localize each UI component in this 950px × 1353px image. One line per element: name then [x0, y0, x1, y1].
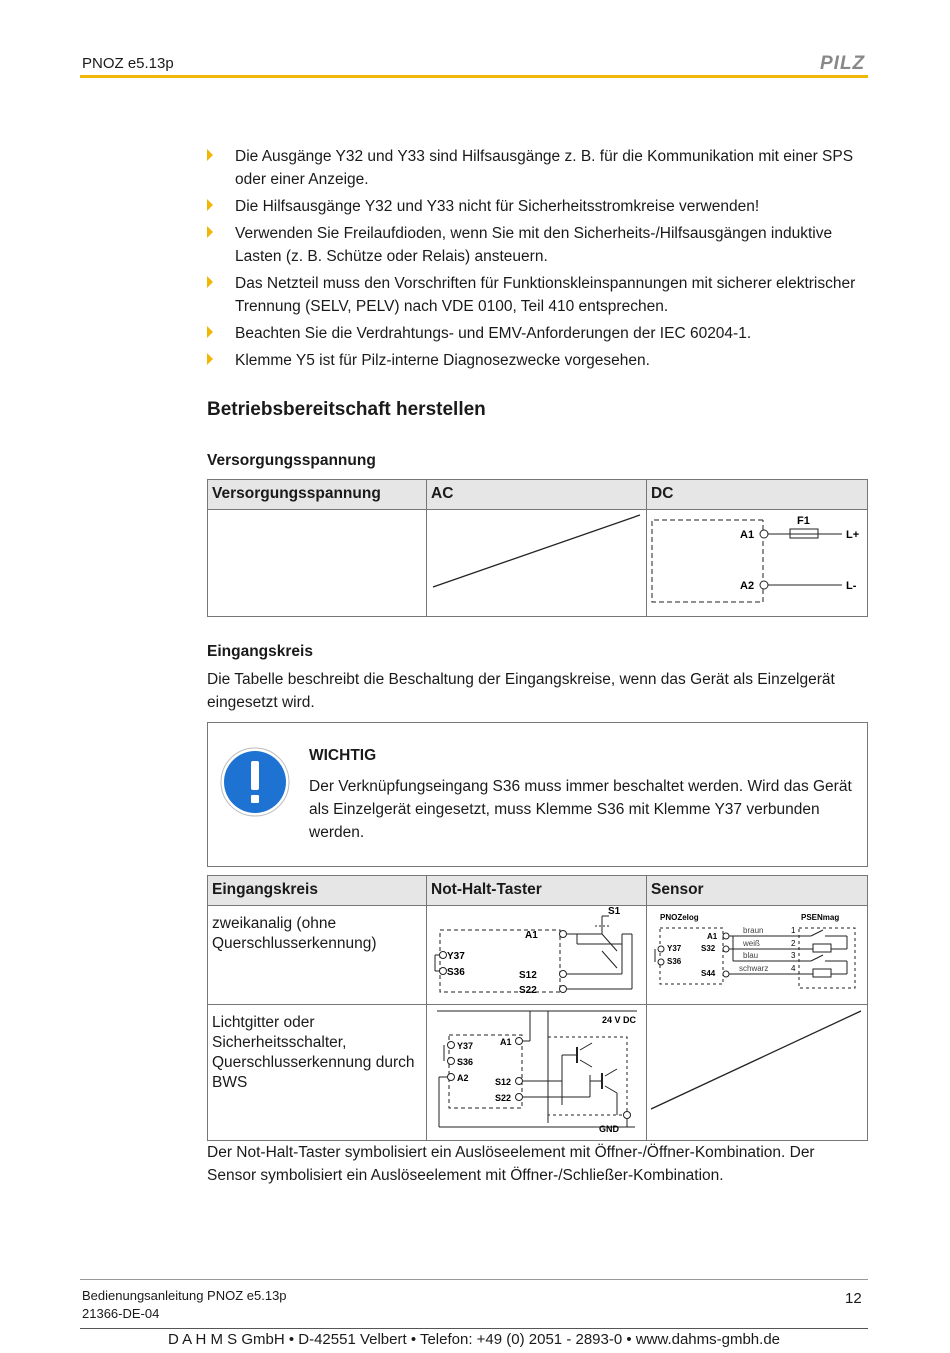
list-item: Die Hilfsausgänge Y32 und Y33 nicht für Sicherheitsstromkreise verwenden! — [207, 195, 872, 218]
svg-text:L-: L- — [846, 580, 857, 592]
sensor-psenmag-diagram — [647, 906, 868, 1005]
light-curtain-diagram — [427, 1005, 647, 1141]
list-item: Klemme Y5 ist für Pilz-interne Diagnosezwecke vorgesehen. — [207, 349, 872, 372]
supply-table — [207, 479, 868, 617]
input-col-header: Eingangskreis — [208, 876, 427, 906]
supply-empty-cell — [208, 510, 427, 617]
svg-text:S12: S12 — [519, 970, 537, 981]
svg-text:S1: S1 — [608, 906, 621, 917]
bullet-arrow-icon — [207, 276, 213, 288]
footer-doc-number: 21366-DE-04 — [82, 1306, 160, 1321]
bullet-arrow-icon — [207, 226, 213, 238]
svg-text:S32: S32 — [701, 944, 716, 953]
notice-text: Der Verknüpfungseingang S36 muss immer beschaltet werden. Wird das Gerät als Einzelgerät eingesetzt, muss Klemme S36 mit Klemme Y37 verbunden werden. — [309, 778, 852, 841]
svg-text:1: 1 — [791, 926, 796, 935]
supply-heading: Versorgungsspannung — [207, 452, 376, 469]
input-heading: Eingangskreis — [207, 643, 313, 660]
svg-text:schwarz: schwarz — [739, 964, 769, 973]
svg-text:A1: A1 — [740, 529, 755, 541]
bullet-arrow-icon — [207, 199, 213, 211]
estop-two-channel-diagram — [427, 906, 647, 1005]
svg-text:S22: S22 — [495, 1093, 512, 1103]
bullet-arrow-icon — [207, 326, 213, 338]
pilz-logo: PILZ — [820, 53, 866, 74]
list-item: Verwenden Sie Freilaufdioden, wenn Sie mit den Sicherheits-/Hilfsausgängen induktive Lasten (z. B. Schütze oder Relais) ansteuern. — [207, 222, 872, 268]
important-notice — [207, 722, 868, 867]
svg-text:braun: braun — [743, 926, 764, 935]
not-applicable-strike — [647, 1005, 866, 1135]
bullet-arrow-icon — [207, 353, 213, 365]
svg-text:3: 3 — [791, 951, 796, 960]
input-description: Die Tabelle beschreibt die Beschaltung der Eingangskreise, wenn das Gerät als Einzelgerät eingesetzt wird. — [207, 671, 835, 711]
svg-text:PSENmag: PSENmag — [801, 913, 840, 922]
supply-ac-cell — [427, 510, 647, 617]
document-header-title: PNOZ e5.13p — [82, 55, 174, 72]
svg-text:PNOZelog: PNOZelog — [660, 913, 699, 922]
svg-text:A1: A1 — [500, 1037, 512, 1047]
svg-text:A1: A1 — [707, 932, 718, 941]
exclamation-icon — [220, 747, 290, 817]
table-row — [208, 906, 868, 1005]
svg-text:A2: A2 — [457, 1073, 469, 1083]
footer-rule — [80, 1328, 868, 1329]
company-footer: D A H M S GmbH • D-42551 Velbert • Telefon: +49 (0) 2051 - 2893-0 • www.dahms-gmbh.de — [167, 1331, 781, 1348]
svg-text:L+: L+ — [846, 529, 860, 541]
svg-text:GND: GND — [599, 1124, 620, 1134]
list-item: Das Netzteil muss den Vorschriften für Funktionskleinspannungen mit sicherer elektrischer Trennung (SELV, PELV) nach VDE 0100, Teil 410 entsprechen. — [207, 272, 872, 318]
footer-rule — [80, 1279, 868, 1280]
input-circuit-table — [207, 875, 868, 1141]
list-item: Die Ausgänge Y32 und Y33 sind Hilfsausgänge z. B. für die Kommunikation mit einer SPS oder einer Anzeige. — [207, 145, 872, 191]
closing-paragraph: Der Not-Halt-Taster symbolisiert ein Auslöseelement mit Öffner-/Öffner-Kombination. Der Sensor symbolisiert ein Auslöseelement mit Öffner-/Schließer-Kombination. — [207, 1144, 815, 1184]
svg-text:S36: S36 — [667, 957, 682, 966]
svg-text:24 V DC: 24 V DC — [602, 1015, 637, 1025]
dc-wiring-diagram — [647, 510, 866, 611]
supply-col-header: DC — [647, 480, 868, 510]
footer-doc-title: Bedienungsanleitung PNOZ e5.13p — [82, 1288, 287, 1303]
row-label: Lichtgitter oder Sicherheitsschalter, Querschlusserkennung durch BWS — [212, 1014, 415, 1091]
svg-text:F1: F1 — [797, 515, 810, 527]
not-applicable-strike — [427, 510, 646, 611]
row-label: zweikanalig (ohne Querschlusserkennung) — [212, 915, 377, 952]
svg-text:A1: A1 — [525, 930, 538, 941]
header-rule — [80, 75, 868, 78]
page-number: 12 — [845, 1290, 862, 1307]
svg-text:A2: A2 — [740, 580, 755, 592]
bullet-arrow-icon — [207, 149, 213, 161]
svg-text:S22: S22 — [519, 985, 537, 996]
svg-text:4: 4 — [791, 964, 796, 973]
svg-text:2: 2 — [791, 939, 796, 948]
svg-text:blau: blau — [743, 951, 759, 960]
bullet-list — [207, 145, 872, 376]
input-col-header: Not-Halt-Taster — [427, 876, 647, 906]
supply-col-header: AC — [427, 480, 647, 510]
svg-text:S12: S12 — [495, 1077, 512, 1087]
svg-text:S36: S36 — [457, 1057, 474, 1067]
list-item: Beachten Sie die Verdrahtungs- und EMV-Anforderungen der IEC 60204-1. — [207, 322, 872, 345]
svg-text:Y37: Y37 — [457, 1041, 474, 1051]
svg-text:S44: S44 — [701, 969, 716, 978]
svg-text:Y37: Y37 — [447, 951, 465, 962]
supply-col-header: Versorgungsspannung — [208, 480, 427, 510]
notice-title: WICHTIG — [309, 747, 377, 764]
section-title: Betriebsbereitschaft herstellen — [207, 399, 486, 420]
table-row — [208, 1005, 868, 1141]
svg-text:Y37: Y37 — [667, 944, 682, 953]
svg-text:weiß: weiß — [743, 939, 760, 948]
svg-text:S36: S36 — [447, 967, 465, 978]
sensor-not-applicable-cell — [647, 1005, 868, 1141]
input-col-header: Sensor — [647, 876, 868, 906]
supply-dc-cell — [647, 510, 868, 617]
footer-document-info — [82, 1287, 287, 1323]
